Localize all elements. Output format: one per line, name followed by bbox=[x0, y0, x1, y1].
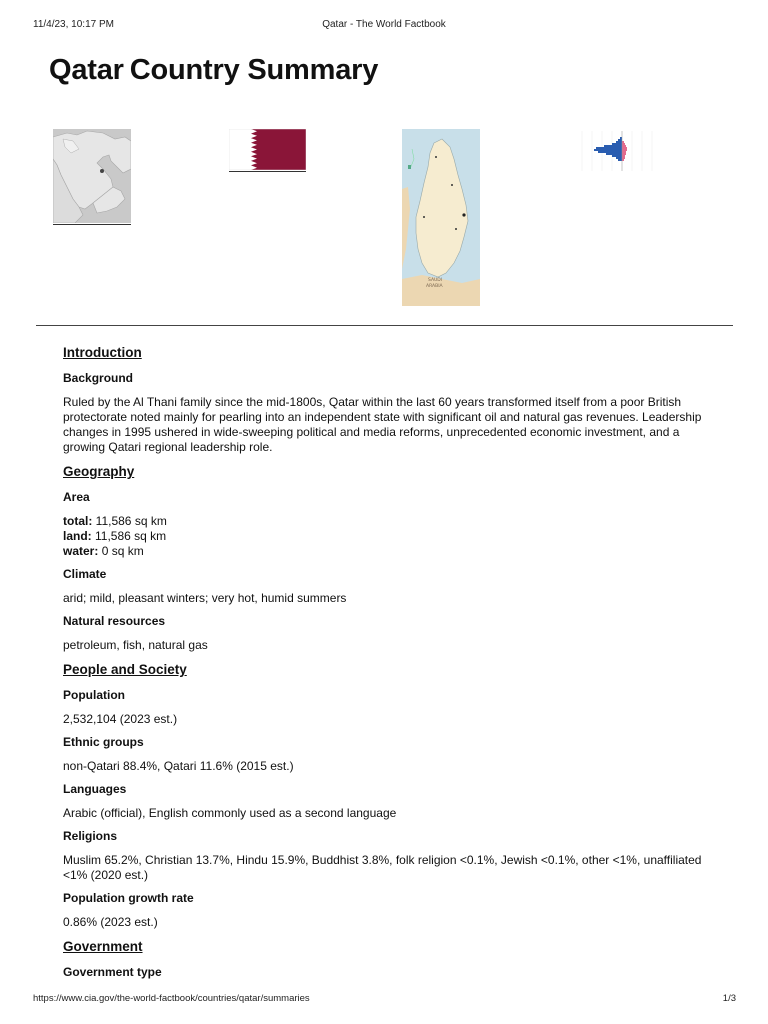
flag-image[interactable] bbox=[229, 129, 306, 172]
population-text: 2,532,104 (2023 est.) bbox=[63, 712, 178, 726]
svg-text:ARABIA: ARABIA bbox=[426, 284, 443, 289]
title-suffix: Country Summary bbox=[129, 54, 379, 86]
ethnic-groups-text: non-Qatari 88.4%, Qatari 11.6% (2015 est.) bbox=[63, 759, 294, 773]
country-name: Qatar bbox=[49, 54, 124, 86]
print-page-title: Qatar - The World Factbook bbox=[322, 19, 446, 30]
area-water: water: 0 sq km bbox=[63, 544, 144, 558]
locator-map-image[interactable] bbox=[53, 129, 131, 225]
field-label-government-type: Government type bbox=[63, 965, 162, 979]
print-date: 11/4/23, 10:17 PM bbox=[33, 19, 114, 30]
summary-content bbox=[63, 344, 713, 989]
print-url: https://www.cia.gov/the-world-factbook/countries/qatar/summaries bbox=[33, 993, 310, 1004]
map-neighbor-label: SAUDI bbox=[428, 278, 443, 283]
page-title bbox=[49, 54, 378, 87]
section-heading-geography[interactable]: Geography bbox=[63, 464, 135, 479]
population-pyramid-image[interactable] bbox=[578, 129, 655, 176]
field-label-languages: Languages bbox=[63, 782, 127, 796]
field-label-population-growth-rate: Population growth rate bbox=[63, 891, 194, 905]
area-values bbox=[63, 514, 713, 559]
population-growth-text: 0.86% (2023 est.) bbox=[63, 915, 158, 929]
field-label-religions: Religions bbox=[63, 829, 118, 843]
section-heading-people-and-society[interactable]: People and Society bbox=[63, 662, 187, 677]
area-total: total: 11,586 sq km bbox=[63, 514, 167, 528]
field-label-natural-resources: Natural resources bbox=[63, 614, 166, 628]
field-label-ethnic-groups: Ethnic groups bbox=[63, 735, 144, 749]
country-map-image[interactable] bbox=[402, 129, 480, 306]
section-heading-introduction[interactable]: Introduction bbox=[63, 345, 142, 360]
climate-text: arid; mild, pleasant winters; very hot, humid summers bbox=[63, 591, 347, 605]
section-divider bbox=[36, 325, 733, 326]
field-label-population: Population bbox=[63, 688, 125, 702]
field-label-climate: Climate bbox=[63, 567, 107, 581]
field-label-area: Area bbox=[63, 490, 90, 504]
page-number: 1/3 bbox=[722, 993, 736, 1004]
background-text: Ruled by the Al Thani family since the mid-1800s, Qatar within the last 60 years transformed itself from a poor British protectorate noted mainly for pearling into an independent state with significant oil and natural gas revenues. Leadership changes in 1995 ushered in wide-sweeping political and media reforms, unprecedented economic investment, and a growing Qatari regional leadership role. bbox=[63, 395, 702, 454]
natural-resources-text: petroleum, fish, natural gas bbox=[63, 638, 208, 652]
field-label-background: Background bbox=[63, 371, 134, 385]
languages-text: Arabic (official), English commonly used as a second language bbox=[63, 806, 397, 820]
religions-text: Muslim 65.2%, Christian 13.7%, Hindu 15.9%, Buddhist 3.8%, folk religion <0.1%, Jewish <0.1%, other <1%, unaffiliated <1% (2020 est.) bbox=[63, 853, 702, 882]
area-land: land: 11,586 sq km bbox=[63, 529, 167, 543]
section-heading-government[interactable]: Government bbox=[63, 939, 143, 954]
